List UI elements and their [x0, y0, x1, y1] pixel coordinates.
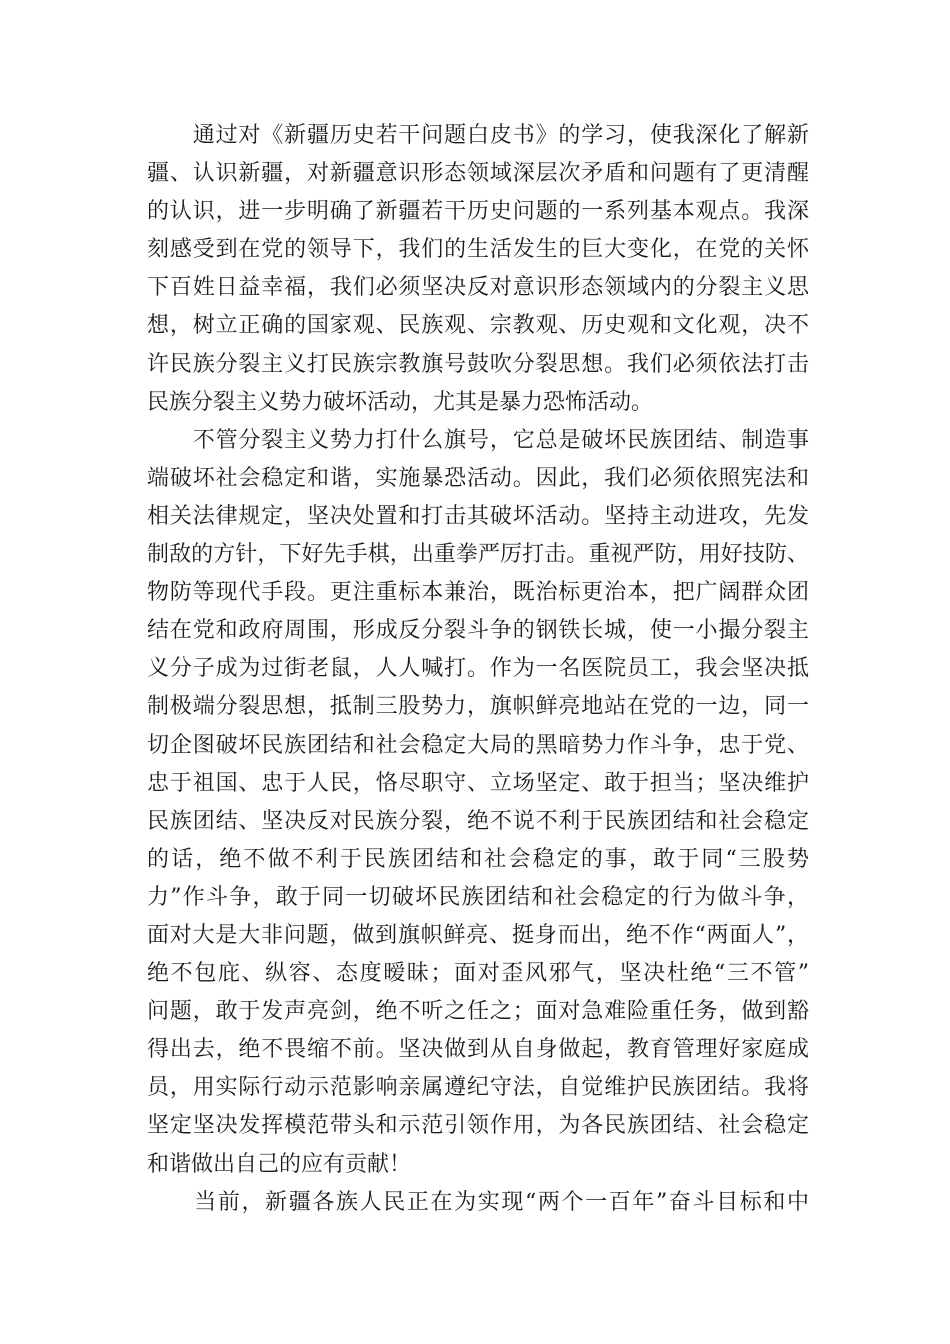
text-line: 得出去，绝不畏缩不前。坚决做到从自身做起，教育管理好家庭成: [147, 1037, 809, 1063]
text-line: 忠于祖国、忠于人民，恪尽职守、立场坚定、敢于担当；坚决维护: [147, 770, 809, 796]
text-line: 相关法律规定，坚决处置和打击其破坏活动。坚持主动进攻，先发: [147, 503, 809, 529]
text-line: 民族团结、坚决反对民族分裂，绝不说不利于民族团结和社会稳定: [147, 808, 809, 834]
text-line: 想，树立正确的国家观、民族观、宗教观、历史观和文化观，决不: [147, 313, 809, 339]
text-line: 疆、认识新疆，对新疆意识形态领域深层次矛盾和问题有了更清醒: [147, 161, 809, 187]
text-line: 当前，新疆各族人民正在为实现“两个一百年”奋斗目标和中: [147, 1189, 809, 1215]
paragraph: [147, 422, 809, 1184]
text-line: 许民族分裂主义打民族宗教旗号鼓吹分裂思想。我们必须依法打击: [147, 351, 809, 377]
text-line: 不管分裂主义势力打什么旗号，它总是破坏民族团结、制造事: [147, 427, 809, 453]
paragraph: [147, 117, 809, 422]
text-line: 坚定坚决发挥模范带头和示范引领作用，为各民族团结、社会稳定: [147, 1113, 809, 1139]
document-body: [147, 117, 809, 1222]
text-line: 的话，绝不做不利于民族团结和社会稳定的事，敢于同“三股势: [147, 846, 809, 872]
text-line: 下百姓日益幸福，我们必须坚决反对意识形态领域内的分裂主义思: [147, 275, 809, 301]
text-line: 面对大是大非问题，做到旗帜鲜亮、挺身而出，绝不作“两面人”，: [147, 922, 809, 948]
text-line: 端破坏社会稳定和谐，实施暴恐活动。因此，我们必须依照宪法和: [147, 465, 809, 491]
text-line: 制极端分裂思想，抵制三股势力，旗帜鲜亮地站在党的一边，同一: [147, 694, 809, 720]
text-line: 制敌的方针，下好先手棋，出重拳严厉打击。重视严防，用好技防、: [147, 542, 809, 568]
text-line: 绝不包庇、纵容、态度暧昧；面对歪风邪气，坚决杜绝“三不管”: [147, 961, 809, 987]
text-line: 义分子成为过街老鼠，人人喊打。作为一名医院员工，我会坚决抵: [147, 656, 809, 682]
text-line: 的认识，进一步明确了新疆若干历史问题的一系列基本观点。我深: [147, 199, 809, 225]
text-line: 和谐做出自己的应有贡献！: [147, 1151, 412, 1177]
text-line: 员，用实际行动示范影响亲属遵纪守法，自觉维护民族团结。我将: [147, 1075, 809, 1101]
text-line: 刻感受到在党的领导下，我们的生活发生的巨大变化，在党的关怀: [147, 237, 809, 263]
text-line: 切企图破坏民族团结和社会稳定大局的黑暗势力作斗争，忠于党、: [147, 732, 809, 758]
paragraph: [147, 1184, 809, 1222]
text-line: 力”作斗争，敢于同一切破坏民族团结和社会稳定的行为做斗争，: [147, 884, 809, 910]
text-line: 物防等现代手段。更注重标本兼治，既治标更治本，把广阔群众团: [147, 580, 809, 606]
text-line: 结在党和政府周围，形成反分裂斗争的钢铁长城，使一小撮分裂主: [147, 618, 809, 644]
text-line: 问题，敢于发声亮剑，绝不听之任之；面对急难险重任务，做到豁: [147, 999, 809, 1025]
text-line: 通过对《新疆历史若干问题白皮书》的学习，使我深化了解新: [147, 123, 809, 148]
text-line: 民族分裂主义势力破坏活动，尤其是暴力恐怖活动。: [147, 389, 654, 415]
